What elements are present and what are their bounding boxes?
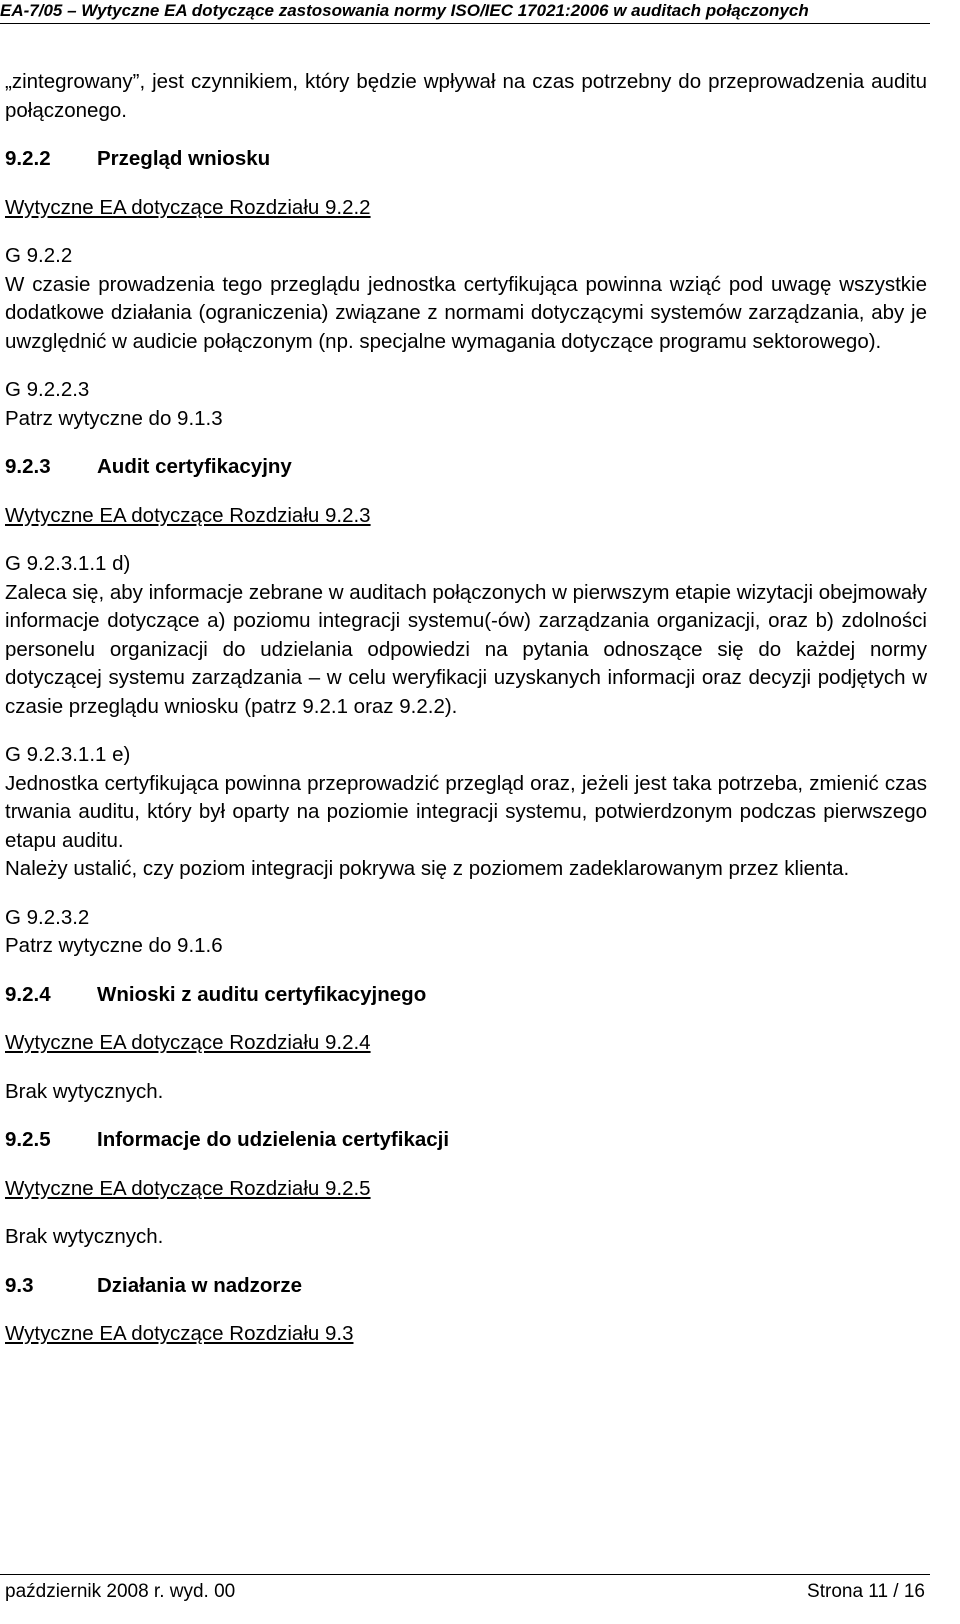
section-number: 9.2.5 (5, 1128, 51, 1151)
section-heading-9-2-2 (5, 145, 927, 174)
section-number: 9.2.3 (5, 455, 51, 478)
ea-guidance-link-9-2-4: Wytyczne EA dotyczące Rozdziału 9.2.4 (5, 1031, 371, 1054)
guidance-label: G 9.2.2.3 (5, 378, 90, 401)
ea-guidance-link-9-2-5: Wytyczne EA dotyczące Rozdziału 9.2.5 (5, 1176, 371, 1200)
section-heading-9-2-4 (5, 981, 927, 1010)
section-heading-9-2-5 (5, 1126, 927, 1155)
guidance-text: Brak wytycznych. (5, 1079, 164, 1103)
ea-guidance-link-9-2-3: Wytyczne EA dotyczące Rozdziału 9.2.3 (5, 503, 371, 527)
guidance-text: Należy ustalić, czy poziom integracji pokrywa się z poziomem zadeklarowanym przez klienta. (5, 857, 850, 880)
guidance-text: Brak wytycznych. (5, 1225, 164, 1248)
ea-guidance-link-9-2-2: Wytyczne EA dotyczące Rozdziału 9.2.2 (5, 195, 371, 219)
guidance-text: Patrz wytyczne do 9.1.3 (5, 406, 223, 430)
page-header: EA-7/05 – Wytyczne EA dotyczące zastosowania normy ISO/IEC 17021:2006 w auditach połączonych (0, 1, 809, 20)
guidance-label: G 9.2.3.1.1 d) (5, 552, 131, 575)
section-title: Informacje do udzielenia certyfikacji (97, 1128, 450, 1151)
guidance-label: G 9.2.2 (5, 244, 73, 267)
guidance-label: G 9.2.3.2 (5, 905, 90, 929)
guidance-text: Zaleca się, aby informacje zebrane w auditach połączonych w pierwszym etapie wizytacji obejmowały informacje dotyczące a) poziomu integracji systemu(-ów) zarządzania organizacji, oraz b) zdolności personelu organizacji do udzielania odpowiedzi na pytania odnoszące się do każdej normy dotyczącej systemu zarządzania – w celu weryfikacji uzyskanych informacji oraz decyzji podjętych w czasie przeglądu wniosku (patrz 9.2.1 oraz 9.2.2). (5, 580, 927, 718)
guidance-text: Patrz wytyczne do 9.1.6 (5, 934, 223, 957)
section-number: 9.2.4 (5, 982, 51, 1006)
footer-date: październik 2008 r. wyd. 00 (5, 1581, 236, 1602)
guidance-text: Jednostka certyfikująca powinna przeprowadzić przegląd oraz, jeżeli jest taka potrzeba, zmienić czas trwania auditu, który był oparty na poziomie integracji systemu, potwierdzonym podczas pierwszego etapu auditu. (5, 771, 927, 852)
footer-rule (0, 1574, 930, 1575)
guidance-label: G 9.2.3.1.1 e) (5, 743, 131, 766)
section-title: Audit certyfikacyjny (97, 455, 292, 478)
section-heading-9-3 (5, 1272, 927, 1301)
section-number: 9.3 (5, 1273, 34, 1297)
intro-paragraph: „zintegrowany”, jest czynnikiem, który będzie wpływał na czas potrzebny do przeprowadzenia auditu połączonego. (5, 70, 927, 122)
ea-guidance-link-9-3: Wytyczne EA dotyczące Rozdziału 9.3 (5, 1322, 354, 1345)
footer-page-number: Strona 11 / 16 (807, 1581, 925, 1602)
section-title: Działania w nadzorze (97, 1273, 303, 1297)
section-heading-9-2-3 (5, 453, 927, 482)
guidance-text: W czasie prowadzenia tego przeglądu jednostka certyfikująca powinna wziąć pod uwagę wszystkie dodatkowe działania (ograniczenia) związane z normami dotyczącymi systemów zarządzania, aby je uwzględnić w audicie połączonym (np. specjalne wymagania dotyczące programu sektorowego). (5, 272, 927, 353)
header-rule (0, 23, 930, 24)
document-body (5, 68, 927, 1349)
section-title: Wnioski z auditu certyfikacyjnego (97, 982, 427, 1006)
section-number: 9.2.2 (5, 147, 51, 170)
section-title: Przegląd wniosku (97, 147, 271, 170)
